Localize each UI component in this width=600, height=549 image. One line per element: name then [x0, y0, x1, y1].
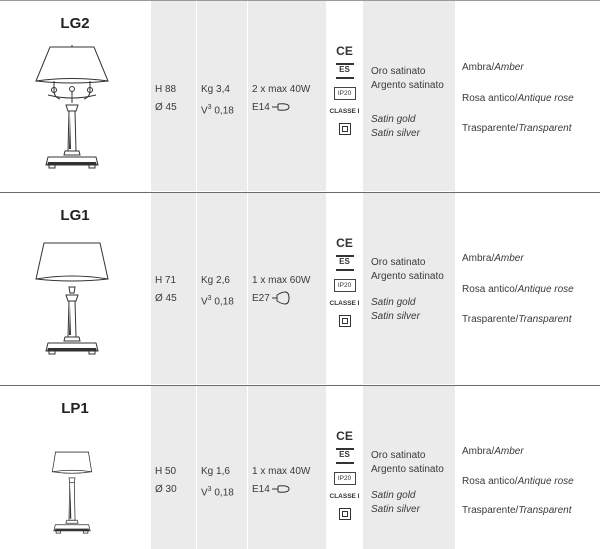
- double-square-icon: [339, 315, 351, 327]
- table-lamp-single-illustration: [32, 237, 112, 369]
- certifications-cell: [327, 386, 362, 549]
- bulb-cell: [248, 1, 326, 191]
- height-value: H 71: [155, 275, 177, 286]
- insulation-class: CLASSE I: [329, 108, 360, 115]
- glass-color-item: Rosa antico/Antique rose: [462, 93, 574, 104]
- glass-color-item: Ambra/Amber: [462, 446, 524, 457]
- weight-cell: [197, 193, 247, 384]
- product-code: LP1: [61, 400, 89, 417]
- finish-item-en: Satin gold: [371, 490, 416, 501]
- table-lamp-two-arm-illustration: [32, 45, 112, 177]
- dimensions-cell: [151, 386, 196, 549]
- volume-value: $V^3$ 0,18: [201, 295, 234, 308]
- volume-value: $V^3$ 0,18: [201, 104, 234, 117]
- weight-value: Kg 3,4: [201, 84, 230, 95]
- ce-mark: CE: [336, 236, 353, 250]
- glass-colors-cell: [456, 1, 600, 191]
- double-square-icon: [339, 508, 351, 520]
- es-mark: ES: [336, 255, 354, 271]
- bulb-spec: 1 x max 40W: [252, 466, 311, 477]
- finish-item: Oro satinato: [371, 66, 426, 77]
- socket-spec: E14: [252, 481, 290, 499]
- bulb-spec: 2 x max 40W: [252, 84, 311, 95]
- es-mark: ES: [336, 63, 354, 79]
- diameter-value: Ø 30: [155, 484, 177, 495]
- product-code: LG2: [60, 15, 90, 32]
- bulb-cell: [248, 386, 326, 549]
- product-row-lp1: [0, 386, 600, 549]
- finish-item-en: Satin gold: [371, 114, 416, 125]
- glass-color-item: Rosa antico/Antique rose: [462, 476, 574, 487]
- finishes-cell: [363, 386, 455, 549]
- finish-item-en: Satin silver: [371, 504, 420, 515]
- finish-item: Argento satinato: [371, 80, 444, 91]
- finish-item: Argento satinato: [371, 271, 444, 282]
- socket-spec: E14: [252, 99, 290, 117]
- glass-color-item: Ambra/Amber: [462, 253, 524, 264]
- candle-bulb-icon: [272, 102, 290, 112]
- bulb-spec: 1 x max 60W: [252, 275, 311, 286]
- es-mark: ES: [336, 448, 354, 464]
- insulation-class: CLASSE I: [329, 493, 360, 500]
- glass-color-item: Ambra/Amber: [462, 62, 524, 73]
- finish-item: Oro satinato: [371, 450, 426, 461]
- product-code: LG1: [60, 207, 90, 224]
- candle-bulb-icon: [272, 484, 290, 494]
- glass-color-item: Trasparente/Transparent: [462, 314, 572, 325]
- finishes-cell: [363, 1, 455, 191]
- weight-value: Kg 1,6: [201, 466, 230, 477]
- volume-value: $V^3$ 0,18: [201, 486, 234, 499]
- ip-rating: IP20: [334, 472, 356, 485]
- dimensions-cell: [151, 1, 196, 191]
- finish-item: Argento satinato: [371, 464, 444, 475]
- bulb-cell: [248, 193, 326, 384]
- small-table-lamp-illustration: [32, 446, 112, 546]
- product-row-lg1: [0, 193, 600, 384]
- insulation-class: CLASSE I: [329, 300, 360, 307]
- certifications-cell: [327, 1, 362, 191]
- finish-item-en: Satin gold: [371, 297, 416, 308]
- ip-rating: IP20: [334, 279, 356, 292]
- product-image-cell: [0, 1, 150, 191]
- finishes-cell: [363, 193, 455, 384]
- double-square-icon: [339, 123, 351, 135]
- glass-color-item: Trasparente/Transparent: [462, 505, 572, 516]
- dimensions-cell: [151, 193, 196, 384]
- ce-mark: CE: [336, 44, 353, 58]
- diameter-value: Ø 45: [155, 293, 177, 304]
- product-image-cell: [0, 193, 150, 384]
- finish-item-en: Satin silver: [371, 311, 420, 322]
- glass-color-item: Rosa antico/Antique rose: [462, 284, 574, 295]
- ip-rating: IP20: [334, 87, 356, 100]
- globe-bulb-icon: [272, 291, 290, 305]
- height-value: H 50: [155, 466, 177, 477]
- finish-item-en: Satin silver: [371, 128, 420, 139]
- socket-spec: E27: [252, 290, 290, 308]
- weight-value: Kg 2,6: [201, 275, 230, 286]
- glass-colors-cell: [456, 386, 600, 549]
- weight-cell: [197, 386, 247, 549]
- product-row-lg2: [0, 1, 600, 191]
- product-image-cell: [0, 386, 150, 549]
- glass-colors-cell: [456, 193, 600, 384]
- weight-cell: [197, 1, 247, 191]
- ce-mark: CE: [336, 429, 353, 443]
- glass-color-item: Trasparente/Transparent: [462, 123, 572, 134]
- finish-item: Oro satinato: [371, 257, 426, 268]
- height-value: H 88: [155, 84, 177, 95]
- diameter-value: Ø 45: [155, 102, 177, 113]
- certifications-cell: [327, 193, 362, 384]
